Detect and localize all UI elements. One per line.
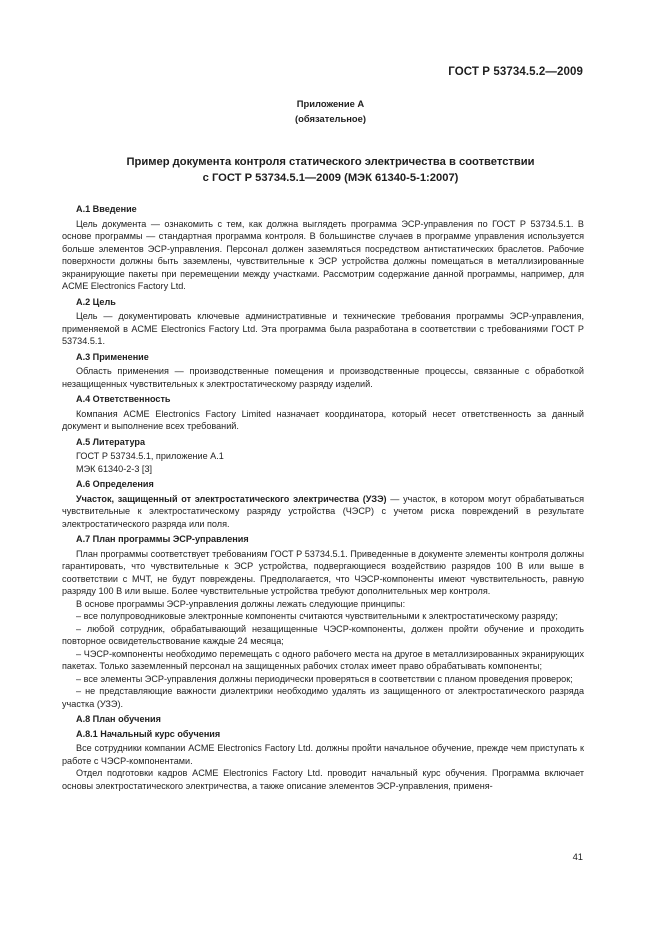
standard-number: ГОСТ Р 53734.5.2—2009 xyxy=(448,66,583,78)
page-number: 41 xyxy=(572,851,583,862)
section-heading-a2: А.2 Цель xyxy=(76,296,116,307)
definition-term: Участок, защищенный от электростатического электричества (УЗЭ) xyxy=(76,493,387,504)
definition-paragraph xyxy=(62,493,584,531)
section-a3-text: Область применения — производственные помещения и производственные процессы, связанные с обработкой незащищенных чувствительных к электростатическому разряду изделий. xyxy=(62,366,584,389)
principle-item: – не представляющие важности диэлектрики необходимо удалять из защищенного от электростатического разряда участка (УЗЭ). xyxy=(62,686,584,709)
definition-text: — участок, в котором могут обрабатываться чувствительные к электростатическому разряду устройства (ЧЭСР) с учетом риска повреждений в результате электростатического разряда или поля. xyxy=(62,493,585,529)
section-heading-a3: А.3 Применение xyxy=(76,351,149,362)
title-line-2: с ГОСТ Р 53734.5.1—2009 (МЭК 61340-5-1:2007) xyxy=(202,171,459,184)
section-a8-text-1: Все сотрудники компании ACME Electronics Factory Ltd. должны пройти начальное обучение, прежде чем приступать к работе с ЧЭСР-компонентами. xyxy=(62,743,584,766)
subsection-heading-a8-1: А.8.1 Начальный курс обучения xyxy=(76,728,221,739)
principle-item: – любой сотрудник, обрабатывающий незащищенные ЧЭСР-компоненты, должен пройти обучение и проходить повторное освидетельствование каждые 24 месяца; xyxy=(62,623,584,646)
reference-1: ГОСТ Р 53734.5.1, приложение А.1 xyxy=(76,451,224,461)
section-a4-text: Компания ACME Electronics Factory Limited назначает координатора, который несет ответственность за данный документ и выполнение всех требований. xyxy=(62,408,584,431)
section-a7-text-1: План программы соответствует требованиям ГОСТ Р 53734.5.1. Приведенные в документе элементы контроля должны гарантировать, что чувствительные к ЭСР устройства, подвергающиеся воздействию разрядов 100 В или выше в соответствии с МЧТ, не будут повреждены. Предполагается, что ЧЭСР-компоненты имеют чувствительность, равную разряду 100 В или выше. Более чувствительные устройства требуют дополнительных мер контроля. xyxy=(62,548,584,596)
annex-status: (обязательное) xyxy=(295,113,366,124)
section-heading-a1: А.1 Введение xyxy=(76,204,137,214)
annex-label: Приложение А xyxy=(296,98,365,109)
section-heading-a5: А.5 Литература xyxy=(76,436,146,447)
principle-item: – ЧЭСР-компоненты необходимо перемещать с одного рабочего места на другое в металлизированных экранирующих пакетах. Только заземленный персонал на защищенных рабочих столах имеет право обрабатывать компоненты; xyxy=(62,648,584,671)
section-heading-a4: А.4 Ответственность xyxy=(76,394,171,404)
principle-item: – все элементы ЭСР-управления должны периодически проверяться в соответствии с планом проведения проверок; xyxy=(76,673,573,684)
section-a2-text: Цель — документировать ключевые административные и технические требования программы ЭСР-управления, применяемой в ACME Electronics Factory Ltd. Эта программа была разработана в соответствии с требованиями ГОСТ Р 53734.5.1. xyxy=(62,311,584,346)
section-heading-a6: А.6 Определения xyxy=(76,479,154,489)
section-a8-text-2: Отдел подготовки кадров ACME Electronics Factory Ltd. проводит начальный курс обучения. Программа включает основы электростатического электричества, а также описание элементов ЭСР-управления, применя- xyxy=(62,768,584,791)
title-line-1: Пример документа контроля статического электричества в соответствии xyxy=(126,156,535,168)
section-heading-a8: А.8 План обучения xyxy=(76,714,161,724)
document-title xyxy=(0,155,661,186)
reference-2: МЭК 61340-2-3 [3] xyxy=(76,463,153,474)
section-heading-a7: А.7 План программы ЭСР-управления xyxy=(76,534,249,544)
section-a7-text-2: В основе программы ЭСР-управления должны лежать следующие принципы: xyxy=(76,598,406,609)
annex-heading xyxy=(0,96,661,126)
principle-item: – все полупроводниковые электронные компоненты считаются чувствительными к электростатическому разряду; xyxy=(76,611,558,621)
section-a1-text: Цель документа — ознакомить с тем, как должна выглядеть программа ЭСР-управления по ГОСТ Р 53734.5.1. В основе программы — стандартная программа контроля. В большинстве случаев в программе управления используется больше элементов ЭСР-управления. Персонал должен заземляться посредством антистатических браслетов. Рабочие поверхности должны быть заземлены, чувствительные к ЭСР устройства должны помещаться в металлизированные экранирующие пакеты при перемещении между участками. Рассмотрим содержание данной программы, например, для ACME Electronics Factory Ltd. xyxy=(62,218,584,291)
document-body xyxy=(62,200,584,792)
